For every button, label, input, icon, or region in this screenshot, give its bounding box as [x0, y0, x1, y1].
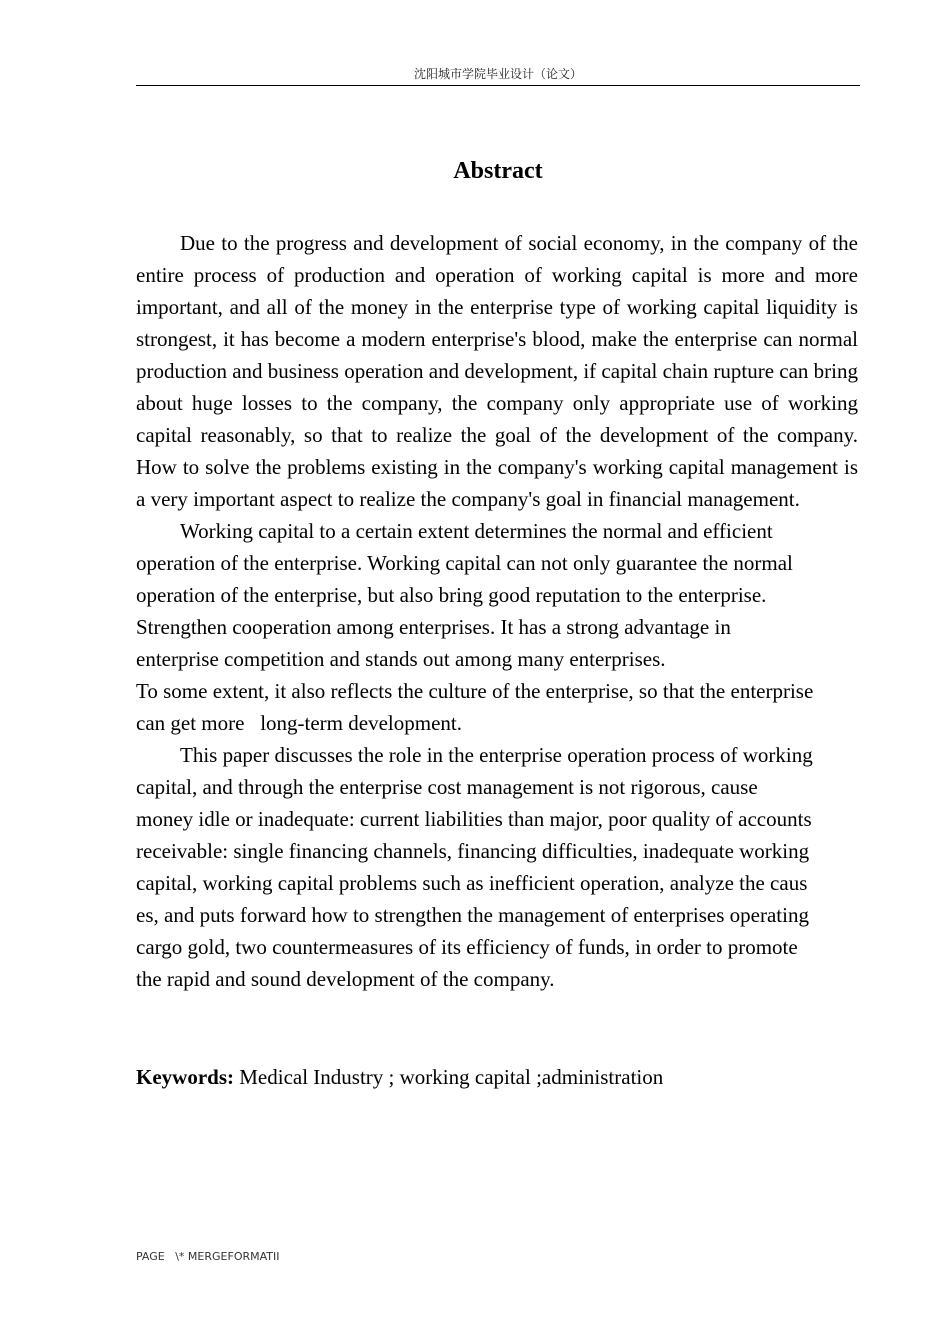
paragraph-line: Working capital to a certain extent determines the normal and efficient	[180, 519, 773, 543]
abstract-paragraph-3	[136, 675, 858, 739]
paragraph-line: operation of the enterprise. Working capital can not only guarantee the normal	[136, 551, 793, 575]
paragraph-line: money idle or inadequate: current liabilities than major, poor quality of accounts	[136, 807, 812, 831]
running-header: 沈阳城市学院毕业设计（论文）	[413, 67, 582, 81]
paragraph-line: receivable: single financing channels, financing difficulties, inadequate working	[136, 839, 810, 863]
page-footer-field: PAGE \* MERGEFORMATII	[136, 1250, 280, 1263]
paragraph-line: capital, and through the enterprise cost management is not rigorous, cause	[136, 775, 758, 799]
abstract-paragraph-1: Due to the progress and development of social economy, in the company of the entire process of production and operation of working capital is more and more important, and all of the money in the enterprise type of working capital liquidity is strongest, it has become a modern enterprise's blood, make the enterprise can normal production and business operation and development, if capital chain rupture can bring about huge losses to the company, the company only appropriate use of working capital reasonably, so that to realize the goal of the development of the company. How to solve the problems existing in the company's working capital management is a very important aspect to realize the company's goal in financial management.	[136, 231, 858, 511]
paragraph-line: can get more long-term development.	[136, 711, 462, 735]
paragraph-line: operation of the enterprise, but also bring good reputation to the enterprise.	[136, 583, 767, 607]
keywords-line	[136, 1061, 858, 1093]
keywords-label: Keywords:	[136, 1065, 234, 1089]
paragraph-line: Strengthen cooperation among enterprises. It has a strong advantage in	[136, 615, 731, 639]
keywords-value: Medical Industry ; working capital ;administration	[234, 1065, 664, 1089]
abstract-paragraph-4	[136, 739, 858, 995]
abstract-body	[136, 227, 858, 995]
paragraph-line: cargo gold, two countermeasures of its efficiency of funds, in order to promote	[136, 935, 798, 959]
abstract-paragraph-2	[136, 515, 858, 675]
paragraph-line: To some extent, it also reflects the culture of the enterprise, so that the enterprise	[136, 679, 814, 703]
header-rule	[136, 85, 860, 86]
page-title: Abstract	[453, 158, 543, 184]
paragraph-line: This paper discusses the role in the enterprise operation process of working	[180, 743, 813, 767]
paragraph-line: the rapid and sound development of the company.	[136, 967, 555, 991]
paragraph-line: capital, working capital problems such as inefficient operation, analyze the caus	[136, 871, 808, 895]
paragraph-line: es, and puts forward how to strengthen the management of enterprises operating	[136, 903, 809, 927]
paragraph-line: enterprise competition and stands out among many enterprises.	[136, 647, 666, 671]
